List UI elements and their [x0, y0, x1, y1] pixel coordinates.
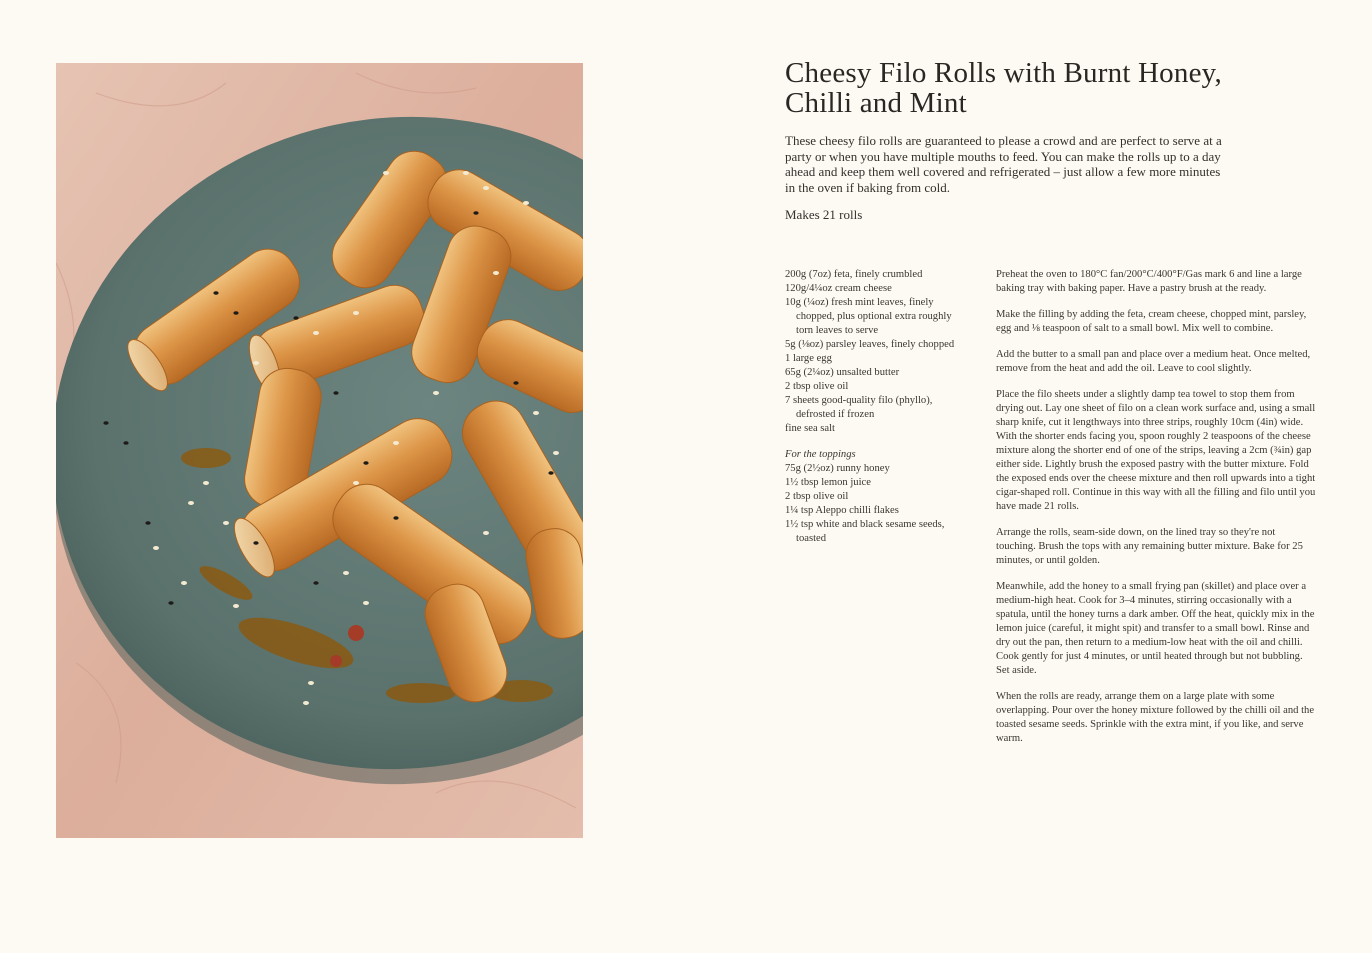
topping-item: 2 tbsp olive oil: [785, 491, 849, 502]
method-step: Preheat the oven to 180°C fan/200°C/400°F/Gas mark 6 and line a large baking tray with baking paper. Have a pastry brush at the ready.: [996, 269, 1302, 294]
toppings-heading: For the toppings: [785, 449, 856, 460]
ingredient-item: 200g (7oz) feta, finely crumbled: [785, 269, 923, 280]
ingredient-item: 5g (⅛oz) parsley leaves, finely chopped: [785, 339, 955, 350]
topping-item: 1½ tbsp lemon juice: [785, 477, 871, 488]
ingredients-list: [785, 268, 960, 546]
method-steps: [996, 268, 1316, 758]
method-step: Arrange the rolls, seam-side down, on the lined tray so they're not touching. Brush the tops with any remaining butter mixture. Bake for 25 minutes, or until golden.: [996, 527, 1303, 566]
method-step: Make the filling by adding the feta, cream cheese, chopped mint, parsley, egg and ⅛ teaspoon of salt to a small bowl. Mix well to combine.: [996, 309, 1307, 334]
recipe-intro: These cheesy filo rolls are guaranteed to please a crowd and are perfect to serve at a party or when you have multiple mouths to feed. You can make the rolls up to a day ahead and keep them well covered and refrigerated – just allow a few more minutes in the oven if baking from cold.: [785, 133, 1222, 195]
method-step: Place the filo sheets under a slightly damp tea towel to stop them from drying out. Lay one sheet of filo on a clean work surface and, using a small sharp knife, cut it lengthways into three strips, roughly 10cm (4in) wide. With the shorter ends facing you, spoon roughly 2 teaspoons of the cheese mixture along the shorter end of one of the strips, leaving a 2cm (¾in) gap either side. Lightly brush the exposed pastry with the butter mixture. Fold the exposed ends over the cheese mixture and then roll upwards into a tight cigar-shaped roll. Continue in this way with all the filling and filo until you have made 21 rolls.: [996, 389, 1316, 512]
recipe-yield: Makes 21 rolls: [785, 207, 863, 222]
ingredient-item: 1 large egg: [785, 353, 832, 364]
filo-rolls-photo: [56, 63, 583, 838]
ingredient-item: 7 sheets good-quality filo (phyllo), defrosted if frozen: [785, 395, 933, 420]
ingredient-item: fine sea salt: [785, 423, 836, 434]
method-step: When the rolls are ready, arrange them on a large plate with some overlapping. Pour over the honey mixture followed by the chilli oil and the toasted sesame seeds. Sprinkle with the extra mint, if you like, and serve warm.: [996, 691, 1315, 744]
ingredient-item: 2 tbsp olive oil: [785, 381, 849, 392]
topping-item: 1½ tsp white and black sesame seeds, toasted: [785, 519, 945, 544]
method-step: Meanwhile, add the honey to a small frying pan (skillet) and place over a medium-high heat. Cook for 3–4 minutes, stirring occasionally with a spatula, until the honey turns a dark amber. Off the heat, quickly mix in the lemon juice (careful, it might spit) and transfer to a small bowl. Rinse and dry out the pan, then return to a medium-low heat with the oil and chilli. Cook gently for just 4 minutes, or until heated through but not bubbling. Set aside.: [996, 581, 1315, 676]
topping-item: 1¼ tsp Aleppo chilli flakes: [785, 505, 899, 516]
ingredient-item: 120g/4¼oz cream cheese: [785, 283, 892, 294]
recipe-photo: [56, 63, 583, 838]
recipe-title: Cheesy Filo Rolls with Burnt Honey, Chilli and Mint: [785, 57, 1222, 119]
method-step: Add the butter to a small pan and place over a medium heat. Once melted, remove from the heat and add the oil. Leave to cool slightly.: [996, 349, 1311, 374]
ingredient-item: 10g (¼oz) fresh mint leaves, finely chopped, plus optional extra roughly torn leaves to serve: [785, 297, 952, 336]
ingredient-item: 65g (2¼oz) unsalted butter: [785, 367, 900, 378]
topping-item: 75g (2½oz) runny honey: [785, 463, 890, 474]
